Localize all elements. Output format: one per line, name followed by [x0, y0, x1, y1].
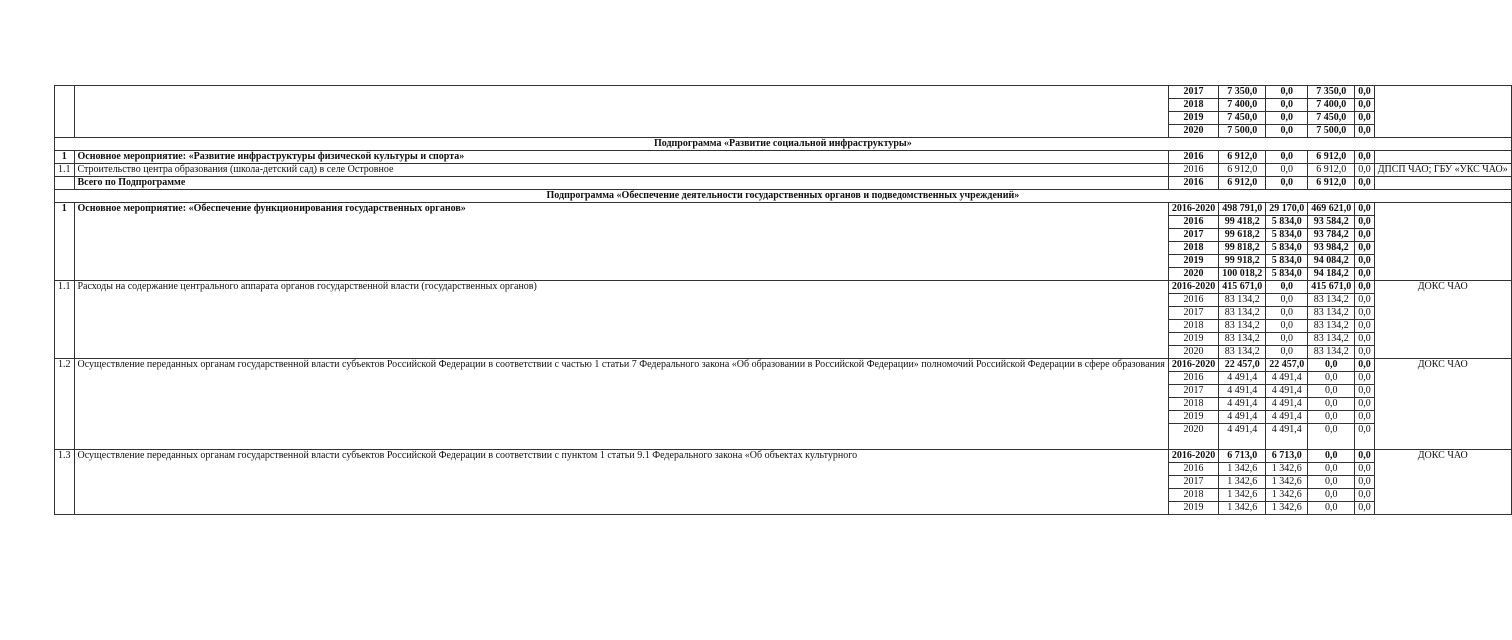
table-row: [55, 450, 1512, 463]
description-cell: Строительство центра образования (школа-детский сад) в селе Островное: [74, 164, 1168, 177]
other-cell: 0,0: [1355, 112, 1375, 125]
other-cell: 0,0: [1355, 372, 1375, 385]
federal-cell: 0,0: [1266, 125, 1308, 138]
other-cell: 0,0: [1355, 86, 1375, 99]
federal-cell: 0,0: [1266, 281, 1308, 294]
federal-cell: 0,0: [1266, 164, 1308, 177]
federal-cell: 0,0: [1266, 86, 1308, 99]
regional-cell: 0,0: [1308, 398, 1355, 411]
year-cell: 2016: [1168, 216, 1218, 229]
regional-cell: 469 621,0: [1308, 203, 1355, 216]
year-cell: 2018: [1168, 242, 1218, 255]
table-row: [55, 86, 1512, 99]
regional-cell: 7 500,0: [1308, 125, 1355, 138]
federal-cell: 0,0: [1266, 151, 1308, 164]
regional-cell: 83 134,2: [1308, 320, 1355, 333]
other-cell: 0,0: [1355, 346, 1375, 359]
regional-cell: 6 912,0: [1308, 164, 1355, 177]
federal-cell: 1 342,6: [1266, 489, 1308, 502]
regional-cell: 94 184,2: [1308, 268, 1355, 281]
index-cell: 1.1: [55, 164, 75, 177]
description-cell: Осуществление переданных органам государственной власти субъектов Российской Федерации в соответствии с пунктом 1 статьи 9.1 Федерального закона «Об объектах культурного: [74, 450, 1168, 515]
total-cell: 1 342,6: [1219, 489, 1266, 502]
total-cell: 4 491,4: [1219, 372, 1266, 385]
total-cell: 498 791,0: [1219, 203, 1266, 216]
total-cell: 1 342,6: [1219, 463, 1266, 476]
total-cell: 4 491,4: [1219, 411, 1266, 424]
federal-cell: 0,0: [1266, 112, 1308, 125]
total-cell: 83 134,2: [1219, 294, 1266, 307]
year-cell: 2018: [1168, 99, 1218, 112]
executor-cell: ДОКС ЧАО: [1374, 450, 1511, 515]
federal-cell: 6 713,0: [1266, 450, 1308, 463]
year-cell: 2020: [1168, 268, 1218, 281]
total-cell: 83 134,2: [1219, 333, 1266, 346]
year-cell: 2019: [1168, 333, 1218, 346]
total-row: [55, 177, 1512, 190]
regional-cell: 0,0: [1308, 372, 1355, 385]
index-cell: 1.1: [55, 281, 75, 359]
year-cell: 2019: [1168, 502, 1218, 515]
total-cell: 6 912,0: [1219, 164, 1266, 177]
other-cell: 0,0: [1355, 502, 1375, 515]
regional-cell: 83 134,2: [1308, 294, 1355, 307]
other-cell: 0,0: [1355, 411, 1375, 424]
year-cell: 2016-2020: [1168, 203, 1218, 216]
federal-cell: 0,0: [1266, 99, 1308, 112]
regional-cell: 0,0: [1308, 359, 1355, 372]
description-cell: Основное мероприятие: «Обеспечение функционирования государственных органов»: [74, 203, 1168, 281]
index-cell: [55, 177, 75, 190]
regional-cell: 0,0: [1308, 385, 1355, 398]
other-cell: 0,0: [1355, 216, 1375, 229]
federal-cell: 4 491,4: [1266, 372, 1308, 385]
total-cell: 7 400,0: [1219, 99, 1266, 112]
year-cell: 2016-2020: [1168, 281, 1218, 294]
total-cell: 99 618,2: [1219, 229, 1266, 242]
other-cell: 0,0: [1355, 450, 1375, 463]
federal-cell: 4 491,4: [1266, 385, 1308, 398]
regional-cell: 7 450,0: [1308, 112, 1355, 125]
other-cell: 0,0: [1355, 359, 1375, 372]
total-cell: 1 342,6: [1219, 502, 1266, 515]
description-cell: Расходы на содержание центрального аппарата органов государственной власти (государственных органов): [74, 281, 1168, 359]
other-cell: 0,0: [1355, 294, 1375, 307]
total-cell: 99 418,2: [1219, 216, 1266, 229]
other-cell: 0,0: [1355, 203, 1375, 216]
other-cell: 0,0: [1355, 281, 1375, 294]
regional-cell: 83 134,2: [1308, 333, 1355, 346]
federal-cell: 5 834,0: [1266, 242, 1308, 255]
federal-cell: 22 457,0: [1266, 359, 1308, 372]
regional-cell: 94 084,2: [1308, 255, 1355, 268]
total-cell: 99 918,2: [1219, 255, 1266, 268]
other-cell: 0,0: [1355, 398, 1375, 411]
federal-cell: 0,0: [1266, 307, 1308, 320]
description-cell: [74, 86, 1168, 138]
section-header-row: [55, 138, 1512, 151]
executor-cell: [1374, 151, 1511, 164]
total-cell: 83 134,2: [1219, 320, 1266, 333]
table-row: [55, 151, 1512, 164]
federal-cell: 5 834,0: [1266, 229, 1308, 242]
regional-cell: 0,0: [1308, 476, 1355, 489]
year-cell: 2016: [1168, 463, 1218, 476]
total-cell: 6 912,0: [1219, 151, 1266, 164]
table-row: [55, 203, 1512, 216]
description-cell: Осуществление переданных органам государственной власти субъектов Российской Федерации в соответствии с частью 1 статьи 7 Федерального закона «Об образовании в Российской Федерации» полномочий Российской Федерации в сфере образования: [74, 359, 1168, 450]
year-cell: 2017: [1168, 86, 1218, 99]
total-cell: 22 457,0: [1219, 359, 1266, 372]
budget-table: [54, 85, 1512, 515]
executor-cell: ДОКС ЧАО: [1374, 281, 1511, 359]
total-cell: 415 671,0: [1219, 281, 1266, 294]
year-cell: 2016-2020: [1168, 450, 1218, 463]
total-cell: 99 818,2: [1219, 242, 1266, 255]
year-cell: 2016: [1168, 151, 1218, 164]
other-cell: 0,0: [1355, 242, 1375, 255]
year-cell: 2018: [1168, 398, 1218, 411]
other-cell: 0,0: [1355, 333, 1375, 346]
federal-cell: 1 342,6: [1266, 502, 1308, 515]
regional-cell: 7 400,0: [1308, 99, 1355, 112]
other-cell: 0,0: [1355, 307, 1375, 320]
year-cell: 2017: [1168, 229, 1218, 242]
table-row: [55, 359, 1512, 372]
year-cell: 2020: [1168, 125, 1218, 138]
total-label: Всего по Подпрограмме: [74, 177, 1168, 190]
executor-cell: ДОКС ЧАО: [1374, 359, 1511, 450]
regional-cell: 93 584,2: [1308, 216, 1355, 229]
regional-cell: 0,0: [1308, 502, 1355, 515]
total-cell: 100 018,2: [1219, 268, 1266, 281]
total-cell: 6 912,0: [1219, 177, 1266, 190]
index-cell: 1.2: [55, 359, 75, 450]
total-cell: 7 450,0: [1219, 112, 1266, 125]
table-row: [55, 164, 1512, 177]
year-cell: 2017: [1168, 385, 1218, 398]
total-cell: 1 342,6: [1219, 476, 1266, 489]
federal-cell: 1 342,6: [1266, 463, 1308, 476]
other-cell: 0,0: [1355, 268, 1375, 281]
other-cell: 0,0: [1355, 125, 1375, 138]
year-cell: 2020: [1168, 346, 1218, 359]
federal-cell: 0,0: [1266, 320, 1308, 333]
executor-cell: [1374, 177, 1511, 190]
other-cell: 0,0: [1355, 489, 1375, 502]
total-cell: 6 713,0: [1219, 450, 1266, 463]
other-cell: 0,0: [1355, 320, 1375, 333]
federal-cell: 4 491,4: [1266, 411, 1308, 424]
index-cell: [55, 86, 75, 138]
executor-cell: [1374, 86, 1511, 138]
regional-cell: 93 984,2: [1308, 242, 1355, 255]
executor-cell: ДПСП ЧАО; ГБУ «УКС ЧАО»: [1374, 164, 1511, 177]
federal-cell: 5 834,0: [1266, 268, 1308, 281]
year-cell: 2020: [1168, 424, 1218, 450]
other-cell: 0,0: [1355, 476, 1375, 489]
regional-cell: 0,0: [1308, 424, 1355, 450]
section-title: Подпрограмма «Развитие социальной инфраструктуры»: [55, 138, 1512, 151]
other-cell: 0,0: [1355, 151, 1375, 164]
other-cell: 0,0: [1355, 99, 1375, 112]
total-cell: 4 491,4: [1219, 424, 1266, 450]
other-cell: 0,0: [1355, 164, 1375, 177]
year-cell: 2018: [1168, 320, 1218, 333]
year-cell: 2019: [1168, 112, 1218, 125]
regional-cell: 415 671,0: [1308, 281, 1355, 294]
section-header-row: [55, 190, 1512, 203]
regional-cell: 93 784,2: [1308, 229, 1355, 242]
section-title: Подпрограмма «Обеспечение деятельности государственных органов и подведомственных учреждений»: [55, 190, 1512, 203]
regional-cell: 0,0: [1308, 411, 1355, 424]
regional-cell: 6 912,0: [1308, 151, 1355, 164]
executor-cell: [1374, 203, 1511, 281]
federal-cell: 4 491,4: [1266, 424, 1308, 450]
year-cell: 2019: [1168, 411, 1218, 424]
total-cell: 7 350,0: [1219, 86, 1266, 99]
federal-cell: 29 170,0: [1266, 203, 1308, 216]
federal-cell: 0,0: [1266, 177, 1308, 190]
regional-cell: 0,0: [1308, 463, 1355, 476]
total-cell: 83 134,2: [1219, 346, 1266, 359]
year-cell: 2016: [1168, 164, 1218, 177]
federal-cell: 1 342,6: [1266, 476, 1308, 489]
federal-cell: 0,0: [1266, 346, 1308, 359]
total-cell: 7 500,0: [1219, 125, 1266, 138]
other-cell: 0,0: [1355, 229, 1375, 242]
year-cell: 2019: [1168, 255, 1218, 268]
other-cell: 0,0: [1355, 255, 1375, 268]
total-cell: 83 134,2: [1219, 307, 1266, 320]
year-cell: 2017: [1168, 476, 1218, 489]
regional-cell: 83 134,2: [1308, 307, 1355, 320]
year-cell: 2016: [1168, 294, 1218, 307]
regional-cell: 0,0: [1308, 450, 1355, 463]
other-cell: 0,0: [1355, 463, 1375, 476]
year-cell: 2018: [1168, 489, 1218, 502]
index-cell: 1.3: [55, 450, 75, 515]
description-cell: Основное мероприятие: «Развитие инфраструктуры физической культуры и спорта»: [74, 151, 1168, 164]
federal-cell: 0,0: [1266, 333, 1308, 346]
other-cell: 0,0: [1355, 385, 1375, 398]
federal-cell: 4 491,4: [1266, 398, 1308, 411]
year-cell: 2016: [1168, 372, 1218, 385]
federal-cell: 5 834,0: [1266, 216, 1308, 229]
total-cell: 4 491,4: [1219, 398, 1266, 411]
other-cell: 0,0: [1355, 424, 1375, 450]
total-cell: 4 491,4: [1219, 385, 1266, 398]
year-cell: 2017: [1168, 307, 1218, 320]
federal-cell: 0,0: [1266, 294, 1308, 307]
regional-cell: 83 134,2: [1308, 346, 1355, 359]
regional-cell: 7 350,0: [1308, 86, 1355, 99]
other-cell: 0,0: [1355, 177, 1375, 190]
federal-cell: 5 834,0: [1266, 255, 1308, 268]
regional-cell: 6 912,0: [1308, 177, 1355, 190]
table-row: [55, 281, 1512, 294]
year-cell: 2016: [1168, 177, 1218, 190]
index-cell: 1: [55, 151, 75, 164]
year-cell: 2016-2020: [1168, 359, 1218, 372]
regional-cell: 0,0: [1308, 489, 1355, 502]
index-cell: 1: [55, 203, 75, 281]
